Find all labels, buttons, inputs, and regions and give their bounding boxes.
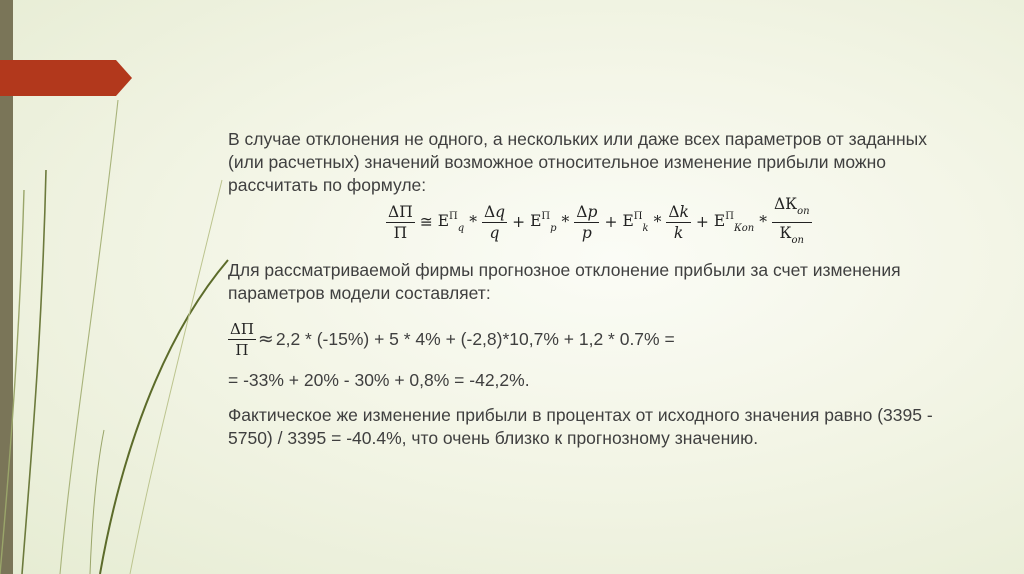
firm-paragraph: Для рассматриваемой фирмы прогнозное отклонение прибыли за счет изменения параметров модели составляет: [228, 260, 901, 303]
calculation-result: = -33% + 20% - 30% + 0,8% = -42,2%. [228, 370, 530, 390]
accent-arrow-tab [0, 60, 132, 96]
slide-content [228, 128, 958, 450]
intro-paragraph: В случае отклонения не одного, а нескольких или даже всех параметров от заданных (или расчетных) значений возможное относительное изменение прибыли можно рассчитать по формуле: [228, 129, 927, 195]
profit-change-formula: $\frac{\Delta П}{П}$ ≅ $Е^П_q$ * $\frac{\Delta q}{q}$ + $Е^П_p$ * $\frac{\Delta p}{p}$ + $Е^П_k$ * $\frac{\Delta k}{k}$ + $Е^П_{Коп}$ * $\frac{\Delta К_{оп}}{К_{оп}}$ [388, 194, 810, 246]
calculation-line: $\frac{\Delta П}{П}$ ≈ 2,2 * (-15%) + 5 * 4% + (-2,8)*10,7% + 1,2 * 0.7% = [230, 319, 675, 359]
calculation-expression: 2,2 * (-15%) + 5 * 4% + (-2,8)*10,7% + 1,2 * 0.7% = [275, 328, 675, 349]
actual-change-paragraph: Фактическое же изменение прибыли в процентах от исходного значения равно (3395 - 5750) / 3395 = -40.4%, что очень близко к прогнозному значению. [228, 405, 933, 448]
